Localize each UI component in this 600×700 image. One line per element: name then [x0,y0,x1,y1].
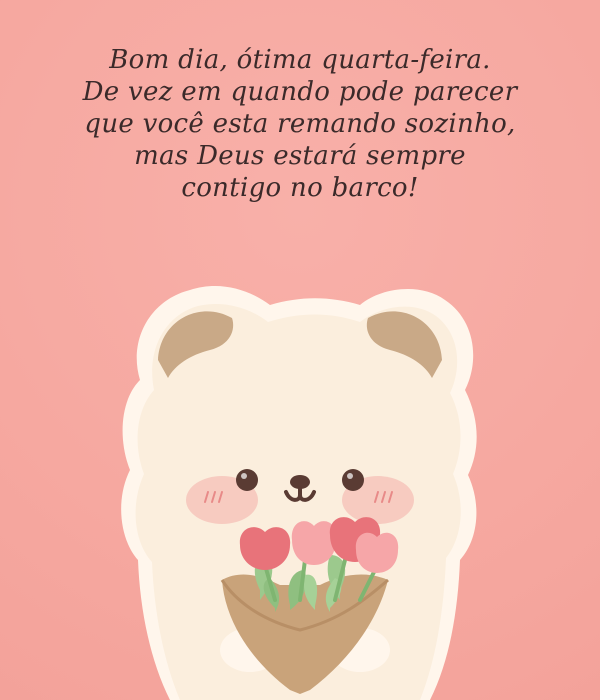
message-line-1: Bom dia, ótima quarta-feira. [109,45,491,75]
tulip-2 [292,521,336,565]
right-eye [342,469,364,491]
message-line-4: mas Deus estará sempre [134,141,466,171]
message-line-2: De vez em quando pode parecer [82,77,518,107]
message-line-3: que você esta remando sozinho, [84,109,516,139]
message-line-5: contigo no barco! [181,173,419,203]
left-eye [236,469,258,491]
greeting-message [40,44,560,204]
